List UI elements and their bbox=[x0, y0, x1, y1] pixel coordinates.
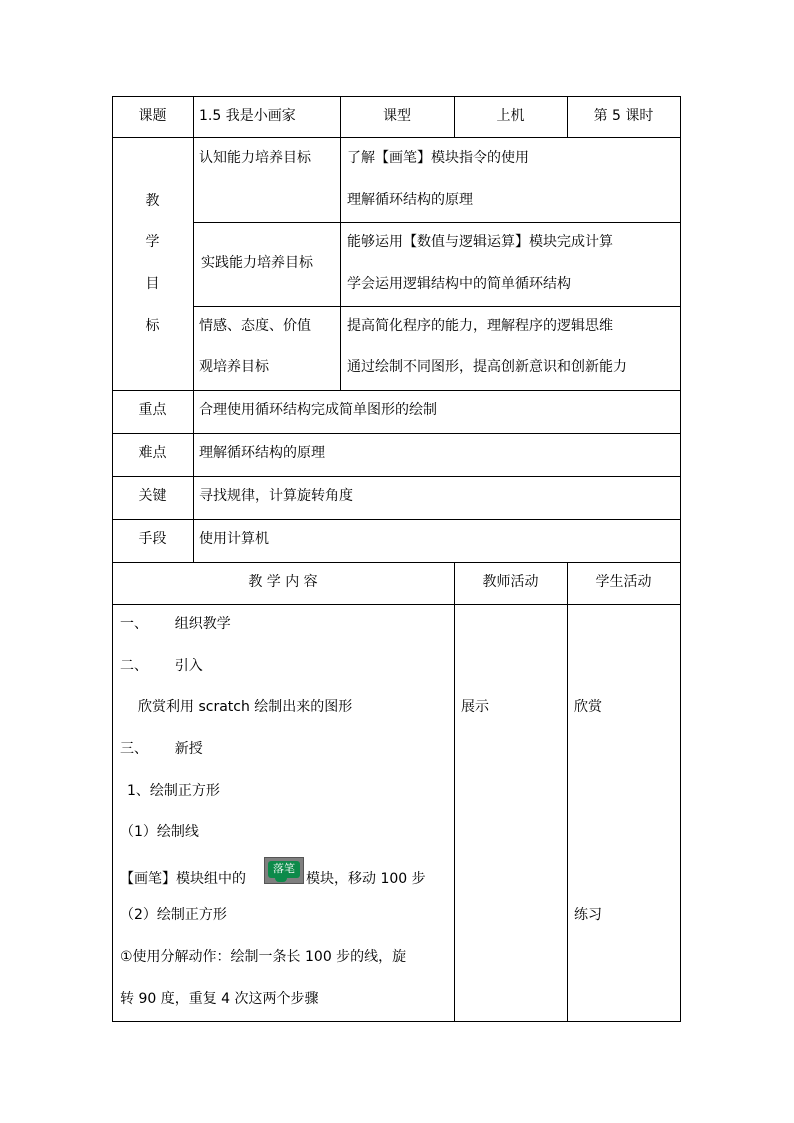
table-border bbox=[112, 519, 681, 520]
content-line: （1）绘制线 bbox=[120, 824, 199, 840]
crux-value: 寻找规律，计算旋转角度 bbox=[199, 488, 353, 504]
content-line: （2）绘制正方形 bbox=[120, 907, 227, 923]
affective-goal-label: 观培养目标 bbox=[199, 359, 269, 375]
means-label: 手段 bbox=[138, 531, 167, 547]
difficulty-value: 理解循环结构的原理 bbox=[199, 445, 325, 461]
difficulty-label: 难点 bbox=[138, 445, 167, 461]
affective-goal-line: 通过绘制不同图形，提高创新意识和创新能力 bbox=[347, 359, 627, 375]
cognitive-goal-line: 理解循环结构的原理 bbox=[347, 192, 473, 208]
objectives-label-char: 目 bbox=[145, 276, 160, 292]
practical-goal-line: 能够运用【数值与逻辑运算】模块完成计算 bbox=[347, 234, 613, 250]
teacher-activity: 展示 bbox=[461, 699, 489, 715]
period-value: 第 5 课时 bbox=[593, 108, 654, 124]
content-line: 欣赏利用 scratch 绘制出来的图形 bbox=[138, 699, 353, 715]
content-line: 三、 新授 bbox=[120, 741, 203, 757]
content-line: ①使用分解动作：绘制一条长 100 步的线，旋 bbox=[120, 949, 407, 965]
pen-down-block-icon bbox=[264, 857, 304, 884]
content-line: 【画笔】模块组中的 bbox=[120, 871, 246, 887]
table-border bbox=[193, 222, 681, 223]
content-line: 转 90 度，重复 4 次这两个步骤 bbox=[120, 991, 319, 1007]
table-border bbox=[112, 562, 681, 563]
objectives-label-char: 教 bbox=[145, 193, 160, 209]
table-border bbox=[112, 433, 681, 434]
table-border bbox=[193, 306, 681, 307]
teacher-column-header: 教师活动 bbox=[482, 574, 539, 590]
subject-value: 1.5 我是小画家 bbox=[199, 108, 296, 124]
table-border bbox=[112, 96, 681, 97]
table-border bbox=[567, 562, 568, 1022]
student-activity: 练习 bbox=[574, 907, 602, 923]
table-border bbox=[112, 1021, 681, 1022]
cognitive-goal-line: 了解【画笔】模块指令的使用 bbox=[347, 150, 529, 166]
key-point-label: 重点 bbox=[138, 402, 167, 418]
type-value: 上机 bbox=[496, 108, 525, 124]
affective-goal-label: 情感、态度、价值 bbox=[199, 318, 311, 334]
content-line: 一、 组织教学 bbox=[120, 616, 231, 632]
student-column-header: 学生活动 bbox=[595, 574, 652, 590]
table-border bbox=[112, 476, 681, 477]
practical-goal-label: 实践能力培养目标 bbox=[201, 255, 313, 271]
student-activity: 欣赏 bbox=[574, 699, 602, 715]
pen-down-block-label: 落笔 bbox=[273, 862, 295, 875]
key-point-value: 合理使用循环结构完成简单图形的绘制 bbox=[199, 402, 437, 418]
table-border bbox=[680, 96, 681, 1022]
content-line: 模块，移动 100 步 bbox=[306, 871, 426, 887]
table-border bbox=[193, 96, 194, 563]
objectives-label-char: 标 bbox=[145, 318, 160, 334]
table-border bbox=[112, 604, 681, 605]
content-column-header: 教 学 内 容 bbox=[248, 574, 318, 590]
table-border bbox=[454, 562, 455, 1022]
table-border bbox=[340, 96, 341, 391]
table-border bbox=[112, 390, 681, 391]
practical-goal-line: 学会运用逻辑结构中的简单循环结构 bbox=[347, 276, 571, 292]
objectives-label-char: 学 bbox=[145, 234, 160, 250]
crux-label: 关键 bbox=[138, 488, 167, 504]
subject-label: 课题 bbox=[138, 108, 167, 124]
table-border bbox=[112, 137, 681, 138]
content-line: 1、绘制正方形 bbox=[127, 783, 220, 799]
type-label: 课型 bbox=[383, 108, 411, 124]
means-value: 使用计算机 bbox=[199, 531, 269, 547]
cognitive-goal-label: 认知能力培养目标 bbox=[199, 150, 311, 166]
affective-goal-line: 提高简化程序的能力，理解程序的逻辑思维 bbox=[347, 318, 613, 334]
content-line: 二、 引入 bbox=[120, 658, 203, 674]
